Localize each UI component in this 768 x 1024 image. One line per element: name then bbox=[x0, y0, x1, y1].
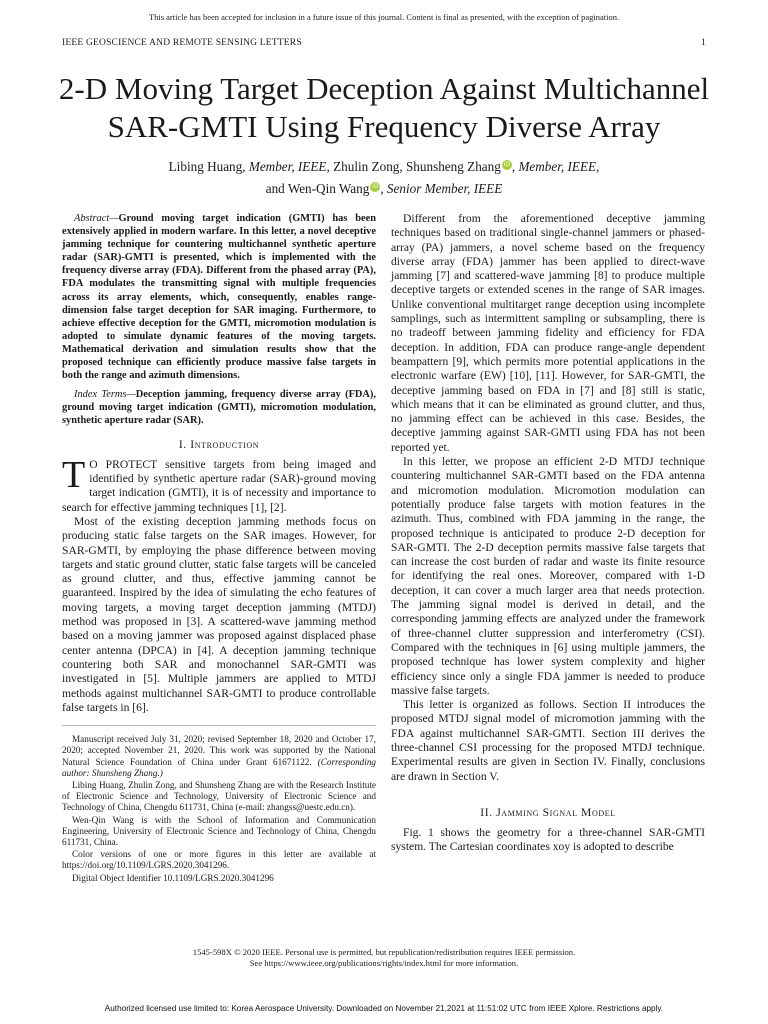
index-terms-text: Deception jamming, frequency diverse array (FDA), ground moving target indication (GMTI), micromotion modulation, synthetic aperture radar (SAR). bbox=[62, 389, 376, 427]
right-column bbox=[391, 212, 705, 855]
copyright-notice bbox=[0, 947, 768, 969]
author-1-role: Member, IEEE bbox=[248, 159, 327, 174]
footnote-affiliation-2: Wen-Qin Wang is with the School of Information and Communication Engineering, University of Electronic Science and Technology of China, Chengdu 611731, China. bbox=[62, 814, 376, 847]
author-list bbox=[60, 156, 708, 200]
orcid-icon[interactable]: iD bbox=[372, 182, 379, 190]
footnote-color-versions: Color versions of one or more figures in this letter are available at https://doi.org/10.1109/LGRS.2020.3041296. bbox=[62, 849, 376, 871]
footnotes bbox=[62, 725, 376, 884]
author-4-role: Senior Member, IEEE bbox=[386, 181, 503, 196]
drop-cap: T bbox=[62, 453, 86, 496]
index-terms-label: Index Terms bbox=[74, 389, 127, 401]
abstract-label: Abstract bbox=[74, 213, 110, 224]
author-3-role: Member, IEEE bbox=[518, 159, 597, 174]
acceptance-notice: This article has been accepted for inclusion in a future issue of this journal. Content is final as presented, with the exception of pagination. bbox=[148, 12, 620, 22]
footnote-affiliation-1: Libing Huang, Zhulin Zong, and Shunsheng Zhang are with the Research Institute of Electronic Science and Technology, University of Electronic Science and Technology of China, Chengdu 611731, China (e-mail: zhangss@uestc.edu.cn). bbox=[62, 779, 376, 813]
section-heading-jamming-model: II. Jamming Signal Model bbox=[480, 805, 616, 819]
intro-paragraph-1: T O PROTECT sensitive targets from being imaged and identified by synthetic aperture radar (SAR)-ground moving target indication (GMTI), it is of necessity and importance to search for effective jamming techniques [1], [2]. bbox=[62, 453, 376, 514]
abstract: Abstract—Ground moving target indication (GMTI) has been extensively applied in modern warfare. In this letter, a novel deceptive jamming technique for countering multichannel synthetic aperture radar (SAR)-GMTI is presented, which is implemented with the frequency diverse array (FDA). Different from the phased array (PA), FDA modulates the transmitting signal with multiple frequencies across its array elements, which, consequently, enables range-dimension false target deception for SAR imaging. Furthermore, to achieve effective deception for the GMTI, micromotion modulation is adopted to simulate dynamic features of the moving targets. Mathematical derivation and simulation results show that the proposed technique can efficiently produce massive false targets in both the range and azimuth dimensions. bbox=[62, 213, 376, 382]
intro-paragraph-2: Most of the existing deception jamming methods focus on producing static false targets on the SAR images. However, for SAR-GMTI, by employing the phase difference between moving targets and static ground clutter, static false targets will be canceled as ground clutter, and thus, effective jamming cannot be guaranteed. Inspired by the idea of simulating the echo features of moving targets, a moving target deception jamming (MTDJ) method was proposed in [3]. A scattered-wave jamming method based on a moving jammer was proposed against displaced phase center antenna (DPCA) in [4]. A deception jamming technique countering both SAR and monochannel SAR-GMTI was investigated in [5]. Multiple jammers are applied to MTDJ methods against multichannel SAR-GMTI to produce controllable false targets in [6]. bbox=[62, 514, 376, 714]
orcid-icon[interactable]: iD bbox=[503, 160, 510, 168]
left-column bbox=[62, 212, 376, 885]
footnote-manuscript: Manuscript received July 31, 2020; revised September 18, 2020 and October 17, 2020; accepted November 21, 2020. This work was supported by the National Natural Science Foundation of China under Grant 61671122. (Corresponding author: Shunsheng Zhang.) bbox=[62, 734, 377, 778]
intro-paragraph-5: This letter is organized as follows. Section II introduces the proposed MTDJ signal model of micromotion jamming with the FDA against multichannel SAR-GMTI. Section III derives the three-channel CSI processing for the proposed MTDJ technique. Experimental results are given in Section IV. Finally, conclusions are drawn in Section V. bbox=[391, 698, 705, 783]
running-head bbox=[62, 38, 706, 48]
index-terms: Index Terms—Deception jamming, frequency diverse array (FDA), ground moving target indication (GMTI), micromotion modulation, synthetic aperture radar (SAR). bbox=[62, 389, 376, 427]
author-line-1: Libing Huang, Member, IEEE, Zhulin Zong, Shunsheng Zhang iD , Member, IEEE, bbox=[168, 159, 600, 174]
author-line-2: and Wen-Qin Wang iD , Senior Member, IEEE bbox=[265, 181, 503, 196]
author-1: Libing Huang, bbox=[168, 159, 246, 174]
section-heading-introduction: I. Introduction bbox=[178, 437, 260, 451]
page-number: 1 bbox=[701, 38, 706, 48]
copyright-line-1: 1545-598X © 2020 IEEE. Personal use is permitted, but republication/redistribution requires IEEE permission. bbox=[192, 947, 576, 957]
footnote-doi: Digital Object Identifier 10.1109/LGRS.2020.3041296 bbox=[72, 872, 274, 883]
copyright-line-2: See https://www.ieee.org/publications/rights/index.html for more information. bbox=[249, 958, 519, 968]
author-4: and Wen-Qin Wang bbox=[265, 181, 370, 196]
journal-name: IEEE GEOSCIENCE AND REMOTE SENSING LETTERS bbox=[62, 38, 302, 48]
paper-title: 2-D Moving Target Deception Against Multichannel SAR-GMTI Using Frequency Diverse Array bbox=[58, 71, 710, 144]
intro-paragraph-3: Different from the aforementioned deceptive jamming techniques based on traditional single-channel jammers or phased-array (PA) jammers, a novel scheme based on the frequency diverse array (FDA) jammer has been applied to direct-wave jamming [7] and scattered-wave jamming [8] to produce multiple deceptive targets or extended scenes in the range of SAR images. Unlike conventional multitarget range deception using incomplete samplings, such as intermittent sampling or subsampling, there is no tradeoff between jamming fidelity and efficiency for FDA deception. In addition, FDA can produce range-angle dependent beampattern [9], which permits more potential applications in the electronic warfare (EW) [10], [11]. However, for SAR-GMTI, the deceptive jamming based on FDA in [7] and [8] still is static, which means that it can be eliminated as ground clutter, and thus, no jamming effect can be achieved in this case. Besides, the deceptive jamming against SAR-GMTI using FDA has not been reported yet. bbox=[391, 212, 705, 454]
license-footer: Authorized licensed use limited to: Korea Aerospace University. Downloaded on November 21,2021 at 11:51:02 UTC from IEEE Xplore. Restrictions apply. bbox=[104, 1004, 664, 1013]
authors-2-3: , Zhulin Zong, Shunsheng Zhang bbox=[326, 159, 501, 174]
abstract-text: Ground moving target indication (GMTI) has been extensively applied in modern warfare. In this letter, a novel deceptive jamming technique for countering multichannel synthetic aperture radar (SAR)-GMTI is presented, which is implemented with the frequency diverse array (FDA). Different from the phased array (PA), FDA modulates the transmitting signal with multiple frequencies across its array elements, which, consequently, enables range-dimension false target deception for SAR imaging. Furthermore, to achieve effective deception for the GMTI, micromotion modulation is adopted to simulate dynamic features of the moving targets. Mathematical derivation and simulation results show that the proposed technique can efficiently produce massive false targets in both the range and azimuth dimensions. bbox=[62, 213, 376, 382]
model-paragraph-1: Fig. 1 shows the geometry for a three-channel SAR-GMTI system. The Cartesian coordinates xoy is adopted to describe bbox=[391, 826, 705, 854]
intro-paragraph-4: In this letter, we propose an efficient 2-D MTDJ technique countering multichannel SAR-GMTI based on the FDA antenna and micromotion modulation. Micromotion modulation can potentially produce false targets with motion features in the azimuth. Thus, combined with FDA jamming in the range, the proposed technique is anticipated to produce 2-D deception for SAR-GMTI. The 2-D deception permits massive false targets that can increase the cost burden of radar and waste its finite resource for identifying the real ones. Moreover, compared with 1-D deception, it can cover a much larger area that needs protection. The jamming signal model is derived in detail, and the corresponding jamming effects are analyzed under the framework of three-channel clutter suppression and interferometry (CSI). Compared with the techniques in [6] using multiple jammers, the proposed technique has lower system complexity and higher efficiency since only a single FDA jammer is needed to produce massive false targets. bbox=[391, 455, 705, 697]
